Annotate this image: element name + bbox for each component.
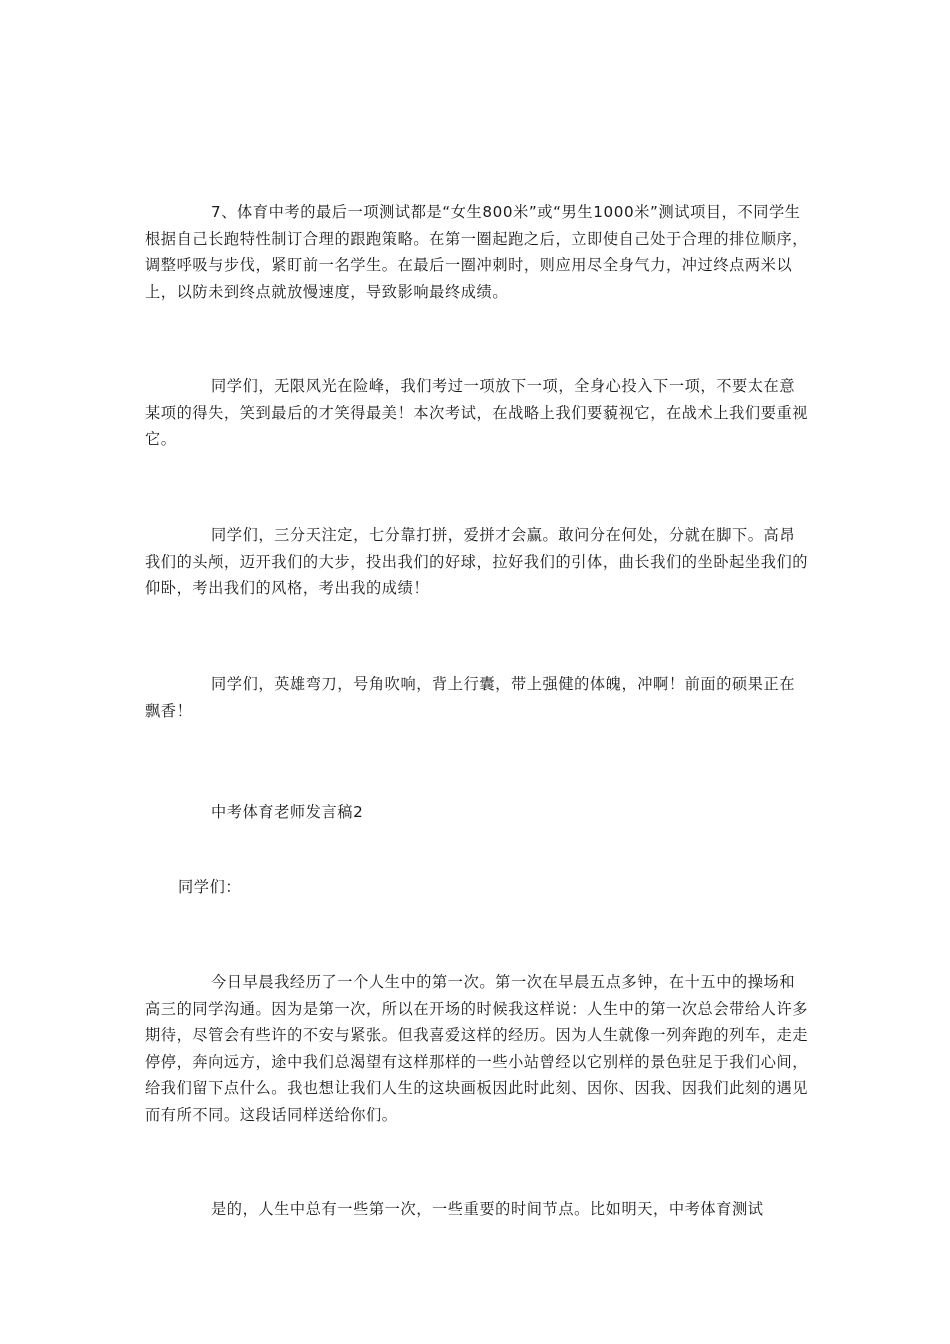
- paragraph-scenery-encouragement: 同学们，无限风光在险峰，我们考过一项放下一项，全身心投入下一项，不要太在意某项的得失，笑到最后的才笑得最美！本次考试，在战略上我们要藐视它，在战术上我们要重视它。: [145, 377, 809, 448]
- section-title: 中考体育老师发言稿2: [211, 803, 364, 821]
- paragraph-first-time: 今日早晨我经历了一个人生中的第一次。第一次在早晨五点多钟，在十五中的操场和高三的同学沟通。因为是第一次，所以在开场的时候我这样说：人生中的第一次总会带给人许多期待，尽管会有些许的不安与紧张。但我喜爱这样的经历。因为人生就像一列奔跑的列车，走走停停，奔向远方，途中我们总渴望有这样那样的一些小站曾经以它别样的景色驻足于我们心间，给我们留下点什么。我也想让我们人生的这块画板因此时此刻、因你、因我、因我们此刻的遇见而有所不同。这段话同样送给你们。: [145, 973, 809, 1124]
- greeting: 同学们：: [178, 878, 242, 896]
- paragraph-milestone: 是的，人生中总有一些第一次，一些重要的时间节点。比如明天，中考体育测试: [211, 1200, 764, 1218]
- paragraph-running-strategy: 7、体育中考的最后一项测试都是“女生800米”或“男生1000米”测试项目，不同学生根据自己长跑特性制订合理的跟跑策略。在第一圈起跑之后，立即使自己处于合理的排位顺序，调整呼吸与步伐，紧盯前一名学生。在最后一圈冲刺时，则应用尽全身气力，冲过终点两米以上，以防未到终点就放慢速度，导致影响最终成绩。: [145, 203, 809, 301]
- paragraph-hero-charge: 同学们，英雄弯刀，号角吹响，背上行囊，带上强健的体魄，冲啊！前面的硕果正在飘香！: [145, 675, 796, 720]
- paragraph-hard-work: 同学们，三分天注定，七分靠打拼，爱拼才会赢。敢问分在何处，分就在脚下。高昂我们的头颅，迈开我们的大步，投出我们的好球，拉好我们的引体，曲长我们的坐卧起坐我们的仰卧，考出我们的风格，考出我的成绩！: [145, 526, 809, 597]
